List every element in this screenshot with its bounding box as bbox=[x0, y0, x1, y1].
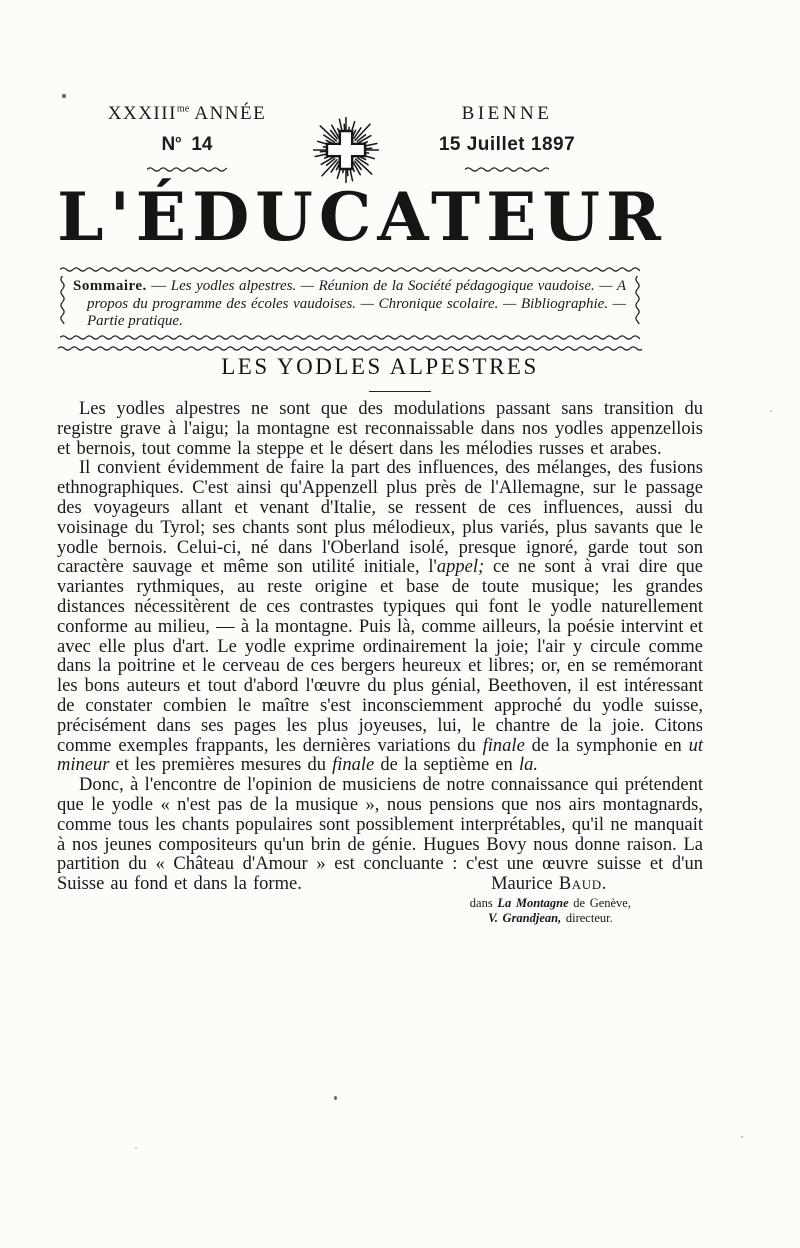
scan-speck bbox=[334, 1096, 337, 1100]
edition-year bbox=[87, 103, 287, 125]
wavy-border-bottom bbox=[60, 334, 640, 341]
wavy-rule-below bbox=[58, 345, 642, 352]
signature-block bbox=[470, 896, 631, 926]
wavy-border-top bbox=[60, 266, 640, 273]
signature-source: dans La Montagne de Genève, bbox=[469, 895, 631, 910]
scan-speck bbox=[135, 1147, 137, 1149]
imprint-block bbox=[407, 103, 607, 173]
article-paragraph: Les yodles alpestres ne sont que des modulations passant sans transition du registre grave à l'aigu; la montagne est reconnaissable dans nos yodles appenzellois et bernois, tout comme la steppe et le désert dans les mélodies russes et arabes. bbox=[57, 399, 703, 459]
issue-number bbox=[87, 134, 287, 156]
signature-name: Maurice Baud. bbox=[491, 874, 607, 895]
issue-sup: o bbox=[175, 134, 182, 146]
heading-rule bbox=[0, 391, 800, 392]
wavy-border-left bbox=[59, 276, 66, 324]
edition-year-roman: XXXIII bbox=[107, 103, 177, 124]
city-name: BIENNE bbox=[461, 103, 553, 124]
masthead-title: L'ÉDUCATEUR bbox=[57, 178, 667, 256]
edition-block bbox=[87, 103, 287, 173]
article-heading: LES YODLES ALPESTRES bbox=[221, 354, 539, 379]
article-body bbox=[57, 400, 703, 926]
article-paragraph: Il convient évidemment de faire la part des influences, des mélanges, des fusions ethnographiques. C'est ainsi qu'Appenzell plus près de l'Allemagne, sur le passage des voyageurs allant et venant d'Italie, se ressent de ces influences, aussi du voisinage du Tyrol; ses chants sont plus mélodieux, plus variés, plus savants que le yodle bernois. Celui-ci, né dans l'Oberland isolé, presque ignoré, garde tout son caractère sauvage et même son utilité initiale, l'appel; ce ne sont à vrai dire que variantes rythmiques, au reste origine et base de toute musique; les grandes distances nécessitèrent de ces contrastes typiques qui font le yodle naturellement conforme au milieu, — à la montagne. Puis là, comme ailleurs, la poésie intervint et avec elle plus d'art. Le yodle exprime ordinairement la joie; l'air y circule comme dans la poitrine et le cerveau de ces bergers heureux et libres; or, en se remémorant les bons auteurs et tout d'abord l'œuvre du plus génial, Beethoven, il est intéressant de constater combien le maître s'est inconsciemment approché du yodle suisse, précisément dans ses pages les plus joyeuses, lui, le chantre de la joie. Citons comme exemples frappants, les dernières variations du finale de la symphonie en ut mineur et les premières mesures du finale de la septième en la. bbox=[57, 458, 703, 776]
signature-director: V. Grandjean, directeur. bbox=[488, 910, 613, 925]
edition-year-sup: me bbox=[176, 103, 190, 115]
wavy-border-right bbox=[634, 276, 641, 324]
scan-speck bbox=[62, 94, 66, 98]
issue-value: 14 bbox=[191, 134, 213, 155]
summary-box bbox=[60, 268, 640, 339]
scan-speck bbox=[770, 410, 772, 412]
summary-text: Sommaire. — Les yodles alpestres. — Réunion de la Société pédagogique vaudoise. — A propos du programme des écoles vaudoises. — Chronique scolaire. — Bibliographie. — Partie pratique. bbox=[73, 278, 626, 330]
issue-date: 15 Juillet 1897 bbox=[438, 134, 576, 155]
edition-year-word: ANNÉE bbox=[194, 103, 267, 124]
scan-speck bbox=[741, 1136, 743, 1138]
wavy-rule bbox=[147, 166, 227, 173]
article-paragraph: Donc, à l'encontre de l'opinion de musiciens de notre connaissance qui prétendent que le yodle « n'est pas de la musique », nous pensions que nos airs montagnards, comme tous les chants populaires sont possiblement interprétables, qu'il ne manquait à nos jeunes compositeurs qu'un brin de génie. Hugues Bovy nous donne raison. La partition du « Château d'Amour » est concluante : c'est une œuvre suisse et d'un Suisse au fond et dans la forme. bbox=[57, 775, 703, 895]
wavy-rule bbox=[465, 166, 549, 173]
issue-letter: N bbox=[161, 134, 176, 155]
